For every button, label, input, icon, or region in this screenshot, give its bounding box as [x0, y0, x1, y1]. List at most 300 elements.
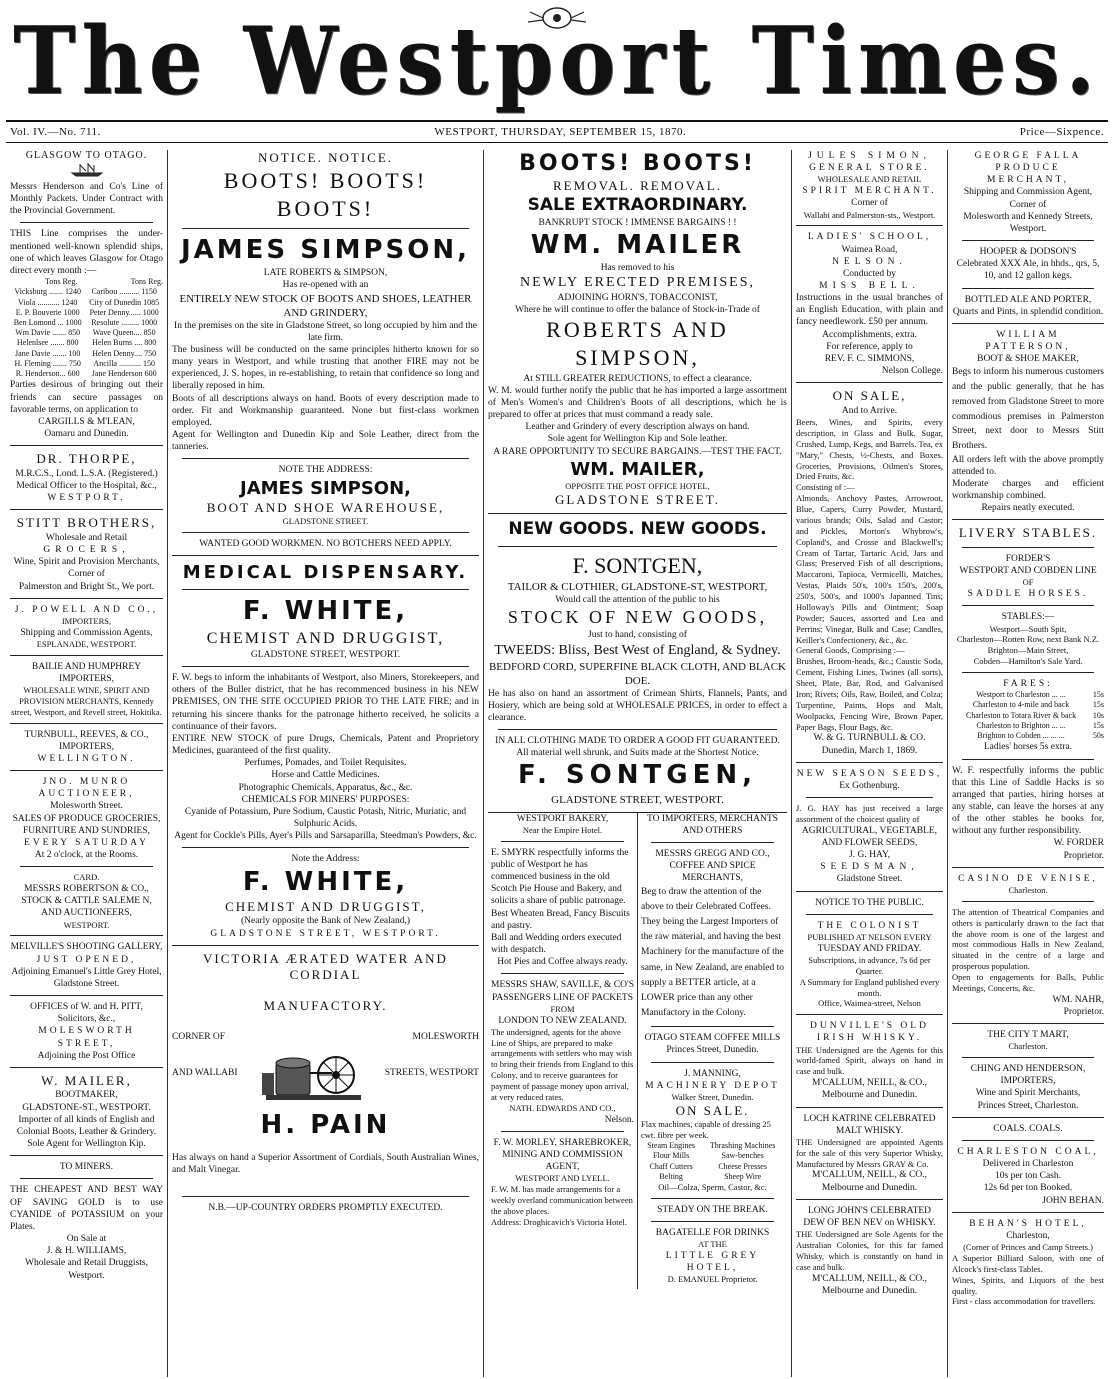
ad-place: Charleston.	[1008, 884, 1048, 895]
behans-hotel-ad	[952, 1218, 1104, 1308]
ad-text: THE Undersigned are the Agents for this world-famed Spirit, always on hand in case and bulk.	[796, 1044, 943, 1077]
table-row	[952, 731, 1104, 741]
ad-headline: DUNVILLE'S OLD IRISH WHISKY.	[810, 1021, 929, 1044]
ad-text: MINING AND COMMISSION AGENT,	[502, 1150, 623, 1173]
ad-place: GLADSTONE STREET, WESTPORT.	[551, 793, 724, 806]
table-cell: Westport to Charleston ... ...	[976, 690, 1066, 700]
ad-name: M'CALLUM, NEILL, & CO.,	[812, 1273, 927, 1284]
ad-text: OPPOSITE THE POST OFFICE HOTEL,	[565, 480, 710, 491]
ad-text: SALES OF PRODUCE GROCERIES, FURNITURE AND SUNDRIES,	[12, 813, 161, 836]
ad-text: LATE ROBERTS & SIMPSON,	[263, 268, 388, 279]
ad-place: WESTPORT AND LYELL.	[515, 1173, 610, 1184]
mailer-removal-ad	[488, 150, 787, 508]
table-cell: 15s	[1092, 690, 1104, 700]
ad-text: First - class accommodation for travellers.	[952, 1296, 1096, 1307]
casino-ad	[952, 873, 1104, 1018]
masthead	[6, 0, 1108, 120]
ad-text: Palmerston and Bright St., We port.	[18, 581, 155, 592]
ad-text: Photographic Chemicals, Apparatus, &c., &c.	[238, 782, 413, 793]
table-cell: City of Dunedin 1085	[89, 297, 160, 307]
ad-name: J. G. HAY,	[849, 850, 890, 861]
bakery-ad	[491, 813, 634, 969]
ad-text: CHEMIST AND DRUGGIST,	[206, 629, 445, 647]
katrine-ad	[796, 1113, 943, 1194]
ad-text: LONDON TO NEW ZEALAND.	[498, 1015, 627, 1026]
table-row	[641, 1162, 784, 1172]
ad-name: WILLIAM PATTERSON,	[985, 329, 1071, 353]
ad-headline: BOOTS! BOOTS!	[519, 151, 756, 176]
ad-text: BEDFORD CORD, SUPERFINE BLACK CLOTH, AND BLACK DOE.	[488, 660, 787, 687]
table-row	[10, 349, 163, 359]
ad-text: Celebrated XXX Ale, in hhds., qrs, 5, 10, and 12 gallon kegs.	[956, 259, 1100, 282]
ad-text: REV. F. C. SIMMONS,	[824, 353, 915, 364]
dateline	[6, 120, 1108, 143]
ad-text: D. EMANUEL Proprietor.	[667, 1274, 758, 1285]
ad-text: Moderate charges and efficient workmanship combined.	[952, 478, 1104, 502]
ad-headline: MEDICAL DISPENSARY.	[182, 562, 469, 584]
ad-name: F. WHITE,	[242, 596, 409, 627]
ad-name: WM. MAILER,	[570, 458, 705, 480]
ad-text: MACHINERY DEPOT	[645, 1080, 780, 1091]
table-cell: Charleston to Brighton ... ...	[976, 720, 1066, 730]
ad-text: (Corner of Princes and Camp Streets.)	[963, 1242, 1093, 1253]
ad-text: Molesworth Street.	[50, 801, 123, 812]
white-ad	[172, 561, 479, 939]
table-row	[952, 721, 1104, 731]
ad-text: 12s 6d per ton Booked.	[983, 1183, 1073, 1194]
ad-text: Has re-opened with an	[282, 280, 369, 291]
table-cell: 15s	[1092, 720, 1104, 730]
ad-text: He has also on hand an assortment of Crimean Shirts, Flannels, Pants, and Hosiery, which are being sold at WHOLESALE PRICES, in order to effect a clearance.	[488, 688, 787, 723]
ad-place: Melbourne and Dunedin.	[821, 1182, 918, 1193]
ad-name: JAMES SIMPSON,	[240, 477, 411, 499]
ad-text: Perfumes, Pomades, and Toilet Requisites.	[244, 758, 407, 769]
ad-place: WESTPORT.	[47, 493, 126, 504]
table-cell: Steam Engines	[647, 1141, 696, 1151]
ad-text: SADDLE HORSES.	[967, 589, 1089, 600]
table-cell: Vicksburg ....... 1240	[14, 287, 82, 297]
table-cell: Belting	[659, 1171, 683, 1181]
ad-text: The undersigned, agents for the above Line of Ships, are prepared to make arrangements with settlers who may wish to bring their friends from England to this Colony, and to receive guarantees for payment of passage money upon arrival, at very reduced rates.	[491, 1026, 634, 1102]
gregg-ad	[641, 813, 784, 1057]
ad-text: Near the Empire Hotel.	[522, 824, 603, 835]
ad-text: MANUFACTORY.	[263, 997, 388, 1013]
ad-text: F. W. begs to inform the inhabitants of Westport, also Miners, Storekeepers, and others of the Buller district, that he has recommenced business in his NEW PREMISES, ON THE SITE OCCUPIED PRIOR TO THE LATE FIRE; and in returning his sincere thanks for the patronage hitherto received, he solicits a continuance of their favors.	[172, 673, 479, 732]
ad-text: THE Undersigned are appointed Agents for the sale of this very Superior Whisky, Manufactured by Messrs GRAY & Co.	[796, 1136, 943, 1169]
ad-text: STOCK & CATTLE SALEME N,	[21, 896, 152, 907]
ad-text: Messrs Henderson and Co's Line of Monthly Packets. Under Contract with the Provincial Government.	[10, 181, 163, 217]
ad-text: A Summary for England published every month.	[799, 976, 940, 998]
ad-headline: NEW GOODS. NEW GOODS.	[508, 519, 767, 540]
ad-name: F. WHITE,	[242, 866, 409, 897]
ad-name: LADIES' SCHOOL,	[807, 232, 932, 243]
ad-name: F. W. MORLEY, SHAREBROKER,	[493, 1137, 632, 1148]
ad-text: STREETS, WESTPORT	[384, 1067, 479, 1078]
ad-name: J. MANNING,	[684, 1068, 741, 1079]
table-cell: 50s	[1092, 731, 1104, 741]
ad-name: BOTTLED ALE AND PORTER,	[964, 294, 1092, 305]
column-4	[792, 150, 948, 1377]
table-cell: Helenlsee ....... 800	[16, 338, 79, 348]
ship-icon	[70, 163, 104, 177]
table-row	[10, 338, 163, 348]
ad-place: Office, Waimea-street, Nelson	[818, 998, 921, 1009]
thorpe-ad	[10, 451, 163, 504]
morley-ad	[491, 1137, 634, 1228]
ad-text: Agent for Cockle's Pills, Ayer's Pills and Sarsaparilla, Steedman's Powders, &c.	[174, 831, 477, 842]
melville-ad	[10, 941, 163, 990]
ad-text: W. M. would further notify the public that he has imported a large assortment of Men's Women's and Children's Boots of all descriptions, which he is prepared to offer at prices that must command a ready sale.	[488, 385, 787, 421]
ad-text: All orders left with the above promptly attended to.	[952, 454, 1104, 477]
ad-text: IN ALL CLOTHING MADE TO ORDER A GOOD FIT GUARANTEED.	[495, 736, 780, 747]
baillie-ad	[10, 661, 163, 718]
table-row	[10, 298, 163, 308]
ad-name: FORDER'S	[1005, 554, 1051, 565]
ad-name: NATH. EDWARDS AND CO.,	[509, 1102, 616, 1113]
table-cell: Brighton to Cobden ... ... ...	[977, 731, 1065, 741]
ad-name: JAMES SIMPSON,	[181, 234, 470, 265]
table-cell: H. Fleming ....... 750	[14, 358, 81, 368]
table-row	[10, 308, 163, 318]
ad-text: Proprietor.	[1063, 1006, 1104, 1017]
ad-text: Oil—Colza, Sperm, Castor, &c.	[658, 1182, 767, 1193]
ad-text: NOTE THE ADDRESS:	[278, 465, 373, 476]
ad-text: Brighton—Main Street,	[987, 645, 1069, 656]
ad-name: MELVILLE'S SHOOTING GALLERY,	[10, 942, 163, 953]
ad-text: Note the Address:	[291, 854, 360, 865]
ad-headline: SALE EXTRAORDINARY.	[527, 194, 748, 215]
ad-text: Has always on hand a Superior Assortment of Cordials, South Australian Wines, and Malt Vinegar.	[172, 1153, 479, 1176]
ad-text: OTAGO STEAM COFFEE MILLS	[644, 1033, 781, 1044]
ad-text: Agent for Wellington and Dunedin Kip and Sole Leather, direct from the tanneries.	[172, 430, 479, 453]
table-cell: Wm Davie ....... 850	[15, 328, 81, 338]
ad-text: E. SMYRK respectfully informs the public of Westport he has commenced business in the old Scotch Pie House and Bakery, and solicits a share of public patronage.	[491, 847, 629, 907]
ad-name: MESSRS GREGG AND CO., COFFEE AND SPICE MERCHANTS,	[655, 849, 770, 884]
ad-text: NEWLY ERECTED PREMISES,	[519, 275, 756, 291]
ad-text: Charleston—Rotten Row, next Bank N.Z.	[956, 634, 1100, 645]
ships-table	[10, 277, 163, 379]
ad-name: CHARLESTON COAL,	[957, 1146, 1099, 1157]
ad-text: Instructions in the usual branches of an English Education, with plain and fancy needlework. £50 per annum.	[796, 293, 943, 328]
ad-text: General Goods, Comprising :—	[796, 645, 905, 656]
ad-text: TWEEDS: Bliss, Best West of England, & Sydney.	[494, 642, 781, 658]
ad-name: TURNBULL, REEVES, & CO.,	[24, 729, 149, 740]
table-cell: Cheese Presses	[718, 1161, 767, 1171]
ad-text: TAILOR & CLOTHIER, GLADSTONE-ST, WESTPORT,	[507, 581, 768, 594]
ad-text: Brushes, Broom-heads, &c.; Caustic Soda, Cement, Fishing Lines, Twines (all sorts), Sheet, Plate, Bar, Rod, and Galvanised Iron; Rivets; Oils, Raw, Boiled, and Colza; Turpentine, Paints, Hops and Malt, Woolpacks, Fencing Wire, Brown Paper, Paper Bags, Flour Bags, &c.	[796, 656, 943, 732]
ad-place: WESTPORT.	[63, 919, 110, 930]
ad-text: Wines, Spirits, and Liquors of the best quality.	[952, 1274, 1104, 1296]
powell-ad	[10, 604, 163, 650]
mailer-bootmaker-ad	[10, 1073, 163, 1150]
ad-name: M'CALLUM, NEILL, & CO.,	[812, 1170, 927, 1181]
column-2	[168, 150, 484, 1377]
ad-text: JUST OPENED,	[36, 954, 137, 965]
ad-place: Nelson College.	[881, 366, 943, 377]
table-cell: Ancilla ........... 150	[93, 358, 155, 368]
ad-place: Molesworth and Kennedy Streets, Westport.	[963, 211, 1093, 234]
ad-text: ENTIRELY NEW STOCK OF BOOTS AND SHOES, LEATHER AND GRINDERY,	[179, 292, 472, 319]
ad-text: Just to hand, consisting of	[588, 630, 687, 641]
ad-text: Has removed to his	[600, 262, 675, 273]
ad-text: STABLES:—	[1001, 612, 1055, 623]
table-header: Tons Reg.	[45, 277, 78, 287]
ad-name: W. MAILER,	[41, 1072, 132, 1088]
ad-place: Princes Street, Dunedin.	[666, 1045, 759, 1056]
ad-text: Ex Gothenburg.	[839, 780, 900, 791]
coal-ad	[952, 1123, 1104, 1207]
ad-text: Conducted by	[842, 268, 897, 279]
column-3-split	[488, 813, 787, 1290]
pitt-ad	[10, 1001, 163, 1062]
ad-text: MOLESWORTH	[412, 1031, 479, 1042]
stitt-ad	[10, 515, 163, 592]
table-cell: Helen Denny.... 750	[92, 348, 157, 358]
table-cell: 15s	[1092, 700, 1104, 710]
ad-text: BOOT & SHOE MAKER,	[977, 354, 1079, 365]
ad-text: A RARE OPPORTUNITY TO SECURE BARGAINS.—TEST THE FACT.	[493, 446, 782, 457]
column-3-right	[638, 813, 787, 1290]
ad-title: WESTPORT BAKERY,	[516, 813, 609, 824]
city-mart-ad	[952, 1029, 1104, 1112]
ad-headline: VICTORIA ÆRATED WATER AND CORDIAL	[203, 950, 448, 983]
ad-text: W. F. respectfully informs the public that this Line of Saddle Hacks is so arranged that parties, hiring horses at any stable, can leave the horses at any of the other stables he books for, without any further responsibility.	[952, 765, 1104, 837]
ad-text: Ladies' horses 5s extra.	[983, 742, 1073, 753]
ad-text: Repairs neatly executed.	[981, 503, 1075, 514]
emanuel-ad	[641, 1204, 784, 1285]
table-cell: Jane Henderson 600	[91, 369, 157, 379]
ad-text: Wine and Spirit Merchants,	[975, 1088, 1081, 1099]
ad-text: Beg to draw the attention of the above to their Celebrated Coffees. They being the Largest Importers of the raw material, and having the best Machinery for the manufacture of the same, in New Zealand, are enabled to supply a BETTER article, at a LOWER price than any other Manufactory in the Colony.	[641, 886, 784, 1019]
ad-text: Adjoining Emanuel's Little Grey Hotel, Gladstone Street.	[11, 966, 162, 989]
ad-text: Leather and Grindery of every description always on hand.	[525, 422, 750, 433]
ad-text: Hot Pies and Coffee always ready.	[497, 957, 628, 968]
ad-name: GEORGE FALLA PRODUCE MERCHANT,	[974, 151, 1082, 186]
ad-name: MESSRS SHAW, SAVILLE, & CO'S PASSENGERS LINE OF PACKETS	[491, 980, 634, 1003]
price: Price—Sixpence.	[1019, 126, 1104, 138]
ad-title: TO MINERS.	[59, 1162, 114, 1173]
column-3-left	[488, 813, 638, 1290]
ad-headline: LONG JOHN'S CELEBRATED DEW OF BEN NEV on WHISKY.	[803, 1205, 936, 1228]
ad-text: Flax machines, capable of dressing 25 cwt. fibre per week.	[641, 1119, 771, 1141]
ad-name: JOHN BEHAN.	[1042, 1195, 1104, 1206]
ad-name: BEHAN'S HOTEL,	[969, 1218, 1087, 1229]
ad-text: N.B.—UP-COUNTRY ORDERS PROMPTLY EXECUTED.	[208, 1203, 443, 1214]
ad-text: BANKRUPT STOCK ! IMMENSE BARGAINS ! !	[538, 217, 737, 228]
ad-text: Quarts and Pints, in splendid condition.	[952, 306, 1104, 317]
ad-text: AGRICULTURAL, VEGETABLE, AND FLOWER SEEDS,	[801, 825, 938, 848]
ad-text: Ball and Wedding orders executed with despatch.	[491, 932, 622, 956]
ad-text: All material well shrunk, and Suits made at the Shortest Notice.	[516, 748, 759, 759]
table-cell: Saw-benches	[721, 1151, 764, 1161]
ad-text: Wholesale and Retail	[45, 532, 128, 543]
machine-engraving-icon	[256, 1043, 366, 1103]
ad-place: GLADSTONE STREET.	[282, 516, 369, 527]
ad-headline: ON SALE.	[675, 1102, 750, 1118]
longjohn-ad	[796, 1205, 943, 1297]
colonist-ad	[796, 897, 943, 1010]
fares-table	[952, 690, 1104, 741]
hay-seeds-ad	[796, 768, 943, 886]
robertson-ad	[10, 872, 163, 930]
ad-title: NOTICE. NOTICE.	[257, 150, 394, 165]
ad-name: STITT BROTHERS,	[16, 515, 157, 531]
ad-text: Shipping and Commission Agents,	[20, 627, 153, 638]
ad-text: PUBLISHED AT NELSON EVERY	[807, 931, 932, 942]
ad-text: AT THE	[698, 1239, 727, 1250]
ad-place: GLADSTONE STREET.	[555, 491, 720, 507]
ad-name: H. PAIN	[260, 1109, 391, 1140]
table-cell: Helen Burns .... 800	[92, 338, 157, 348]
ad-text: Cobden—Hamilton's Sale Yard.	[973, 656, 1083, 667]
table-row	[10, 318, 163, 328]
ad-text: IMPORTERS,	[61, 615, 112, 626]
table-cell: Ben Lomond ... 1000	[13, 317, 82, 327]
table-cell: 10s	[1092, 710, 1104, 720]
ad-name: THE CITY T MART,	[987, 1030, 1069, 1041]
ad-text: The attention of Theatrical Companies and others is particularly drawn to the fact that the above room is one of the largest and most commodious Halls in New Zealand, situated in the centre of a large and prosperous population.	[952, 906, 1104, 972]
ad-place: GLADSTONE-ST., WESTPORT.	[22, 1102, 151, 1113]
ad-text: Boots of all descriptions always on hand. Boots of every description made to order. Fit and Workmanship guaranteed. None but first-class workmen employed.	[172, 393, 479, 428]
ad-text: GROCERS,	[43, 545, 130, 556]
columns	[6, 150, 1108, 1377]
ad-text: BOOT AND SHOE WAREHOUSE,	[206, 499, 445, 515]
ad-label: CARD.	[73, 872, 100, 883]
ad-text: Westport—South Spit,	[989, 623, 1067, 634]
ad-place: GLADSTONE STREET, WESTPORT.	[250, 650, 401, 660]
ad-name: DR. THORPE,	[36, 451, 137, 467]
ad-text: Corner of	[851, 198, 888, 209]
ad-headline: LIVERY STABLES.	[958, 525, 1098, 541]
simpson-ad	[172, 150, 479, 550]
ad-text: TUESDAY AND FRIDAY.	[817, 943, 922, 954]
ad-place: Oamaru and Dunedin.	[44, 429, 129, 440]
ad-place: Westport.	[68, 1270, 105, 1281]
table-cell: Charleston to Totara River & back	[965, 710, 1077, 720]
ad-name: OFFICES of W. and H. PITT,	[30, 1002, 143, 1013]
ad-text: Wine, Spirit and Provision Merchants, Corner of	[13, 557, 160, 580]
ad-text: OF	[1022, 577, 1034, 588]
table-cell: Charleston to 4-mile and back	[972, 700, 1070, 710]
ad-title: STEADY ON THE BREAK.	[657, 1204, 768, 1215]
table-cell: R. Henderson... 600	[15, 369, 80, 379]
ad-text: ADJOINING HORN'S, TOBACCONIST,	[557, 293, 718, 304]
table-cell: Jane Davie ....... 100	[15, 348, 81, 358]
ad-text: 10s per ton Cash.	[995, 1171, 1061, 1182]
table-cell: Resolute ......... 1000	[91, 317, 158, 327]
ad-place: NELSON.	[832, 256, 907, 267]
turnbull-sale-ad	[796, 388, 943, 756]
ad-text: Wholesale and Retail Druggists,	[25, 1258, 148, 1269]
table-cell: Caribou .......... 1150	[91, 287, 157, 297]
ad-place: ESPLANADE, WESTPORT.	[36, 638, 137, 649]
ad-text: Adjoining the Post Office	[37, 1050, 136, 1061]
ad-text: REMOVAL. REMOVAL.	[553, 178, 722, 194]
ad-name: HOOPER & DODSON'S	[979, 247, 1077, 258]
table-row	[641, 1151, 784, 1161]
shaw-saville-ad	[491, 979, 634, 1126]
column-5	[948, 150, 1108, 1377]
table-header: Tons Reg.	[130, 277, 163, 287]
ad-text: Would call the attention of the public to his	[555, 595, 720, 606]
ad-text: IMPORTERS,	[58, 741, 115, 752]
ad-text: WANTED GOOD WORKMEN. NO BOTCHERS NEED APPLY.	[199, 539, 452, 550]
ad-name: M'CALLUM, NEILL, & CO.,	[812, 1078, 927, 1089]
ad-text: Beers, Wines, and Spirits, every description, in Glass and Bulk. Sugar, Crushed, Lump, Kegs, and Barrels. Tea, ex "Mary," Chests, ½-Chests, and Boxes. Groceries, Provisions, Oilmen's Stores, Dried Fruits, &c.	[796, 417, 943, 482]
ad-headline: NEW SEASON SEEDS,	[796, 768, 943, 779]
ad-place: Wallabi and Palmerston-sts., Westport.	[803, 209, 936, 220]
ad-title: NOTICE TO THE PUBLIC.	[815, 897, 924, 908]
ad-name: F. SONTGEN,	[572, 553, 703, 579]
ad-text: At 2 o'clock, at the Rooms.	[34, 850, 139, 861]
ad-place: Gladstone Street.	[836, 874, 903, 885]
ad-headline: BOOTS! BOOTS! BOOTS!	[223, 167, 428, 221]
ad-place: Nelson.	[604, 1114, 634, 1125]
dunville-ad	[796, 1020, 943, 1101]
ad-text: Importer of all kinds of English and	[18, 1114, 155, 1125]
falla-ad	[952, 150, 1104, 318]
ad-text: Best Wheaten Bread, Fancy Biscuits and pastry.	[491, 908, 630, 931]
ad-text: Sole Agent for Wellington Kip.	[27, 1139, 146, 1150]
ad-text: THIS Line comprises the under-mentioned well-known splendid ships, one of which leaves Glasgow for Otago direct every month :—	[10, 229, 163, 276]
simon-ad	[796, 150, 943, 220]
ad-text: Address: Droghicavich's Victoria Hotel.	[491, 1216, 627, 1227]
ad-text: Proprietor.	[1063, 850, 1104, 861]
table-row	[952, 700, 1104, 710]
ad-text: FARES:	[1003, 679, 1053, 690]
ad-text: Sole agent for Wellington Kip and Sole leather.	[547, 434, 728, 445]
ad-text: Open to engagements for Balls, Public Meetings, Concerts, &c.	[952, 972, 1104, 993]
ad-name: F. SONTGEN,	[518, 760, 757, 791]
ad-text: WHOLESALE WINE, SPIRIT AND PROVISION MERCHANTS, Kennedy street, Westport, and Revell street, Hokitika.	[11, 685, 162, 717]
ad-name: WM. MAILER	[530, 229, 745, 260]
table-cell: Viola ........... 1240	[18, 297, 78, 307]
ad-text: WESTPORT AND COBDEN LINE	[959, 566, 1097, 577]
table-row	[10, 287, 163, 297]
ad-text: MISS BELL.	[819, 281, 920, 291]
ad-name: J. POWELL AND CO.,	[14, 604, 159, 615]
table-row	[10, 369, 163, 379]
table-cell: Thrashing Machines	[709, 1141, 776, 1151]
ad-headline: STOCK OF NEW GOODS,	[507, 607, 768, 628]
ad-place: Walker Street, Dunedin.	[671, 1091, 754, 1102]
ad-headline: LOCH KATRINE CELEBRATED MALT WHISKY.	[803, 1113, 936, 1136]
ladies-school-ad	[796, 231, 943, 377]
ad-text: THE Undersigned are Sole Agents for the Australian Colonies, for this far famed Whisky, which is constantly on hand in case and bulk.	[796, 1229, 943, 1272]
place-and-date: WESTPORT, THURSDAY, SEPTEMBER 15, 1870.	[434, 126, 687, 138]
ad-text: ENTIRE NEW STOCK of pure Drugs, Chemicals, Patent and Proprietory Medicines, guaranteed of the first quality.	[172, 733, 479, 757]
ad-text: Almonds, Anchovy Pastes, Arrowroot, Blue, Capers, Curry Powder, Mustard, various brands; Oils, Salad and Castor; and Pickles, Morton's Whybrow's, Copland's, and Crosse and Blackwell's; Cream of Tartar, Tartaric Acid, Jars and Glass; Preserved Fish of all descriptions, Maccaroni, Tapioca, Vermicelli, Matches, Vestas, Plaids 50's, 100's 150's, 200's, 250's, 500's, and 1000's Japanned Tins; Holloway's Pills and Ointment; Soap Powder; Sauces, assorted and Lea and Perrins; Vinegar, Bulk and Case; Candles, Keiller's Confectionery, &c., &c.	[796, 493, 943, 645]
ad-text: Subscriptions, in advance, 7s 6d per Quarter.	[808, 954, 931, 976]
ad-name: W. & G. TURNBULL & CO.	[813, 733, 926, 744]
column-3	[484, 150, 792, 1377]
ad-headline: ON SALE,	[832, 388, 907, 404]
ad-place: GLADSTONE STREET, WESTPORT.	[210, 928, 441, 939]
ad-text: Solicitors, &c.,	[57, 1014, 116, 1025]
ad-name: CASINO DE VENISE,	[958, 873, 1098, 884]
newspaper-title: The Westport Times.	[13, 5, 1101, 115]
ad-name: LITTLE GREY HOTEL,	[665, 1251, 760, 1274]
ad-text: Begs to inform his numerous customers and the public generally, that he has removed from Gladstone Street to more commodious premises in Palmerston Street, next door to Messrs Stitt Brothers.	[952, 367, 1104, 451]
ad-name: MESSRS ROBERTSON & CO.,	[24, 884, 149, 895]
ad-text: AUCTIONEER,	[38, 789, 135, 800]
munro-ad	[10, 776, 163, 861]
pain-ad	[172, 951, 479, 1215]
turnbull-ad	[10, 729, 163, 765]
ad-text: The business will be conducted on the same principles hitherto known for so many years in Westport, and while trusting that another FIRE may not be experienced, J. S. hopes, in re-establishing, to retain that confidence so long and liberally reposed in him.	[172, 344, 479, 392]
table-row	[10, 359, 163, 369]
ad-text: And to Arrive.	[841, 405, 898, 416]
